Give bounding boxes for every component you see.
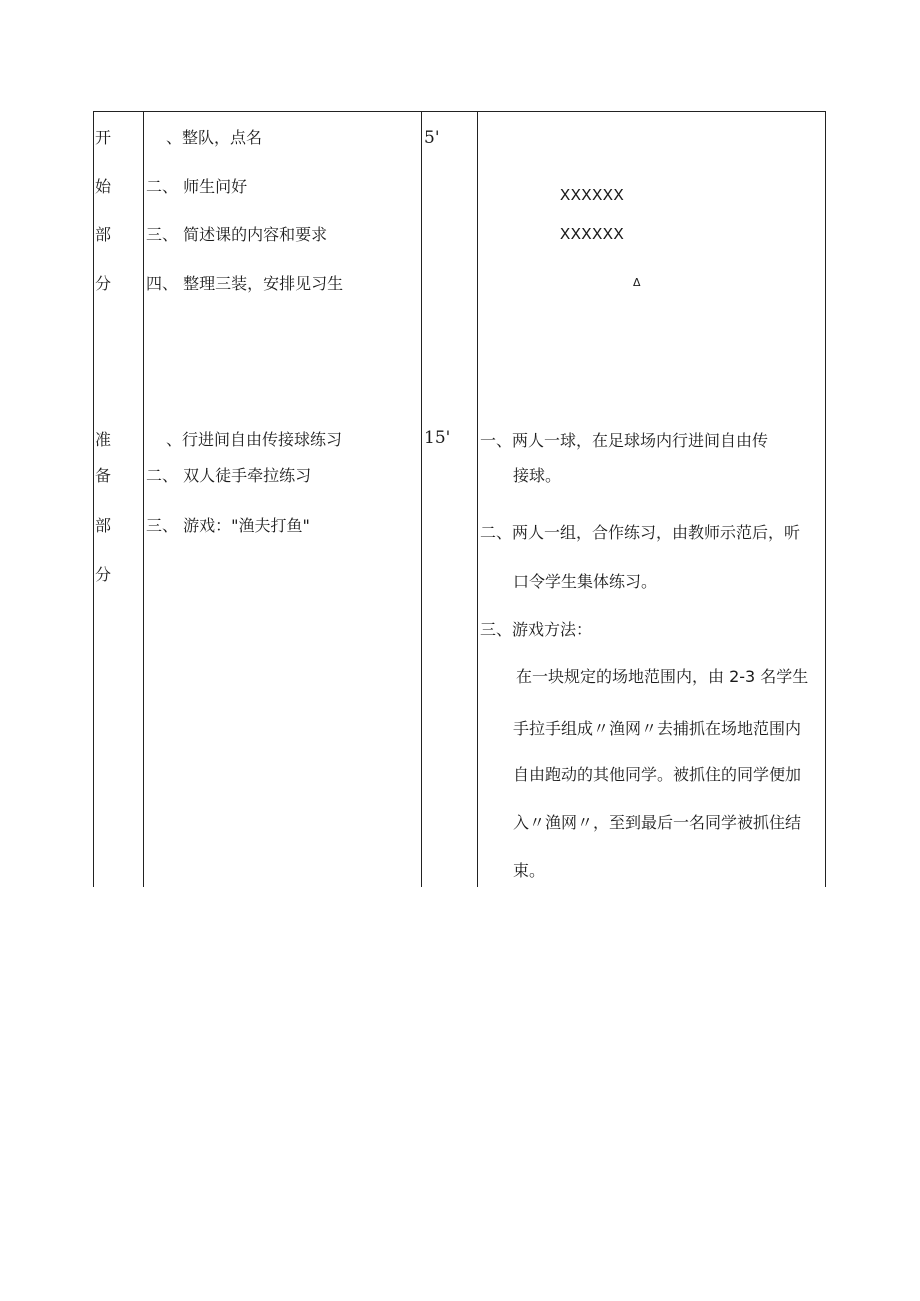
section1-label-char-3: 部 xyxy=(95,225,112,244)
teacher-position-icon: Δ xyxy=(633,276,641,289)
table-right-border xyxy=(825,111,826,887)
method-line-2: 接球。 xyxy=(513,466,562,485)
section1-item-2: 二、 师生问好 xyxy=(146,177,248,196)
method-line-8: 自由跑动的其他同学。被抓住的同学便加 xyxy=(513,765,802,784)
section2-label-char-1: 准 xyxy=(95,430,112,449)
column-divider-2 xyxy=(421,111,422,887)
section2-item-1: 、行进间自由传接球练习 xyxy=(166,430,343,449)
section1-label-char-1: 开 xyxy=(95,128,112,147)
section1-time: 5' xyxy=(424,128,440,148)
method-line-10: 束。 xyxy=(513,861,546,880)
section1-label-char-2: 始 xyxy=(95,177,112,196)
formation-row-2: XXXXXX xyxy=(560,226,625,245)
section2-item-3: 三、 游戏："渔夫打鱼" xyxy=(146,516,310,535)
method-line-4: 口令学生集体练习。 xyxy=(513,572,658,591)
method-line-6: 在一块规定的场地范围内，由 2-3 名学生 xyxy=(516,667,809,686)
section1-item-1: 、整队，点名 xyxy=(166,128,263,147)
formation-row-1: XXXXXX xyxy=(560,187,625,206)
section2-label-char-4: 分 xyxy=(95,565,112,584)
section2-label-char-3: 部 xyxy=(95,516,112,535)
section2-label-char-2: 备 xyxy=(95,466,112,485)
table-top-border xyxy=(93,111,826,112)
method-line-3: 二、两人一组，合作练习，由教师示范后，听 xyxy=(480,523,801,542)
method-line-7: 手拉手组成〃渔网〃去捕抓在场地范围内 xyxy=(513,719,802,738)
section2-time: 15' xyxy=(424,428,451,448)
section1-item-3: 三、 简述课的内容和要求 xyxy=(146,225,328,244)
section1-label-char-4: 分 xyxy=(95,274,112,293)
method-line-1: 一、两人一球，在足球场内行进间自由传 xyxy=(480,431,769,450)
method-line-9: 入〃渔网〃，至到最后一名同学被抓住结 xyxy=(513,813,802,832)
column-divider-3 xyxy=(477,111,478,887)
table-left-border xyxy=(93,111,94,887)
column-divider-1 xyxy=(143,111,144,887)
section1-item-4: 四、 整理三装，安排见习生 xyxy=(146,274,344,293)
method-line-5: 三、游戏方法： xyxy=(480,620,593,639)
section2-item-2: 二、 双人徒手牵拉练习 xyxy=(146,466,312,485)
